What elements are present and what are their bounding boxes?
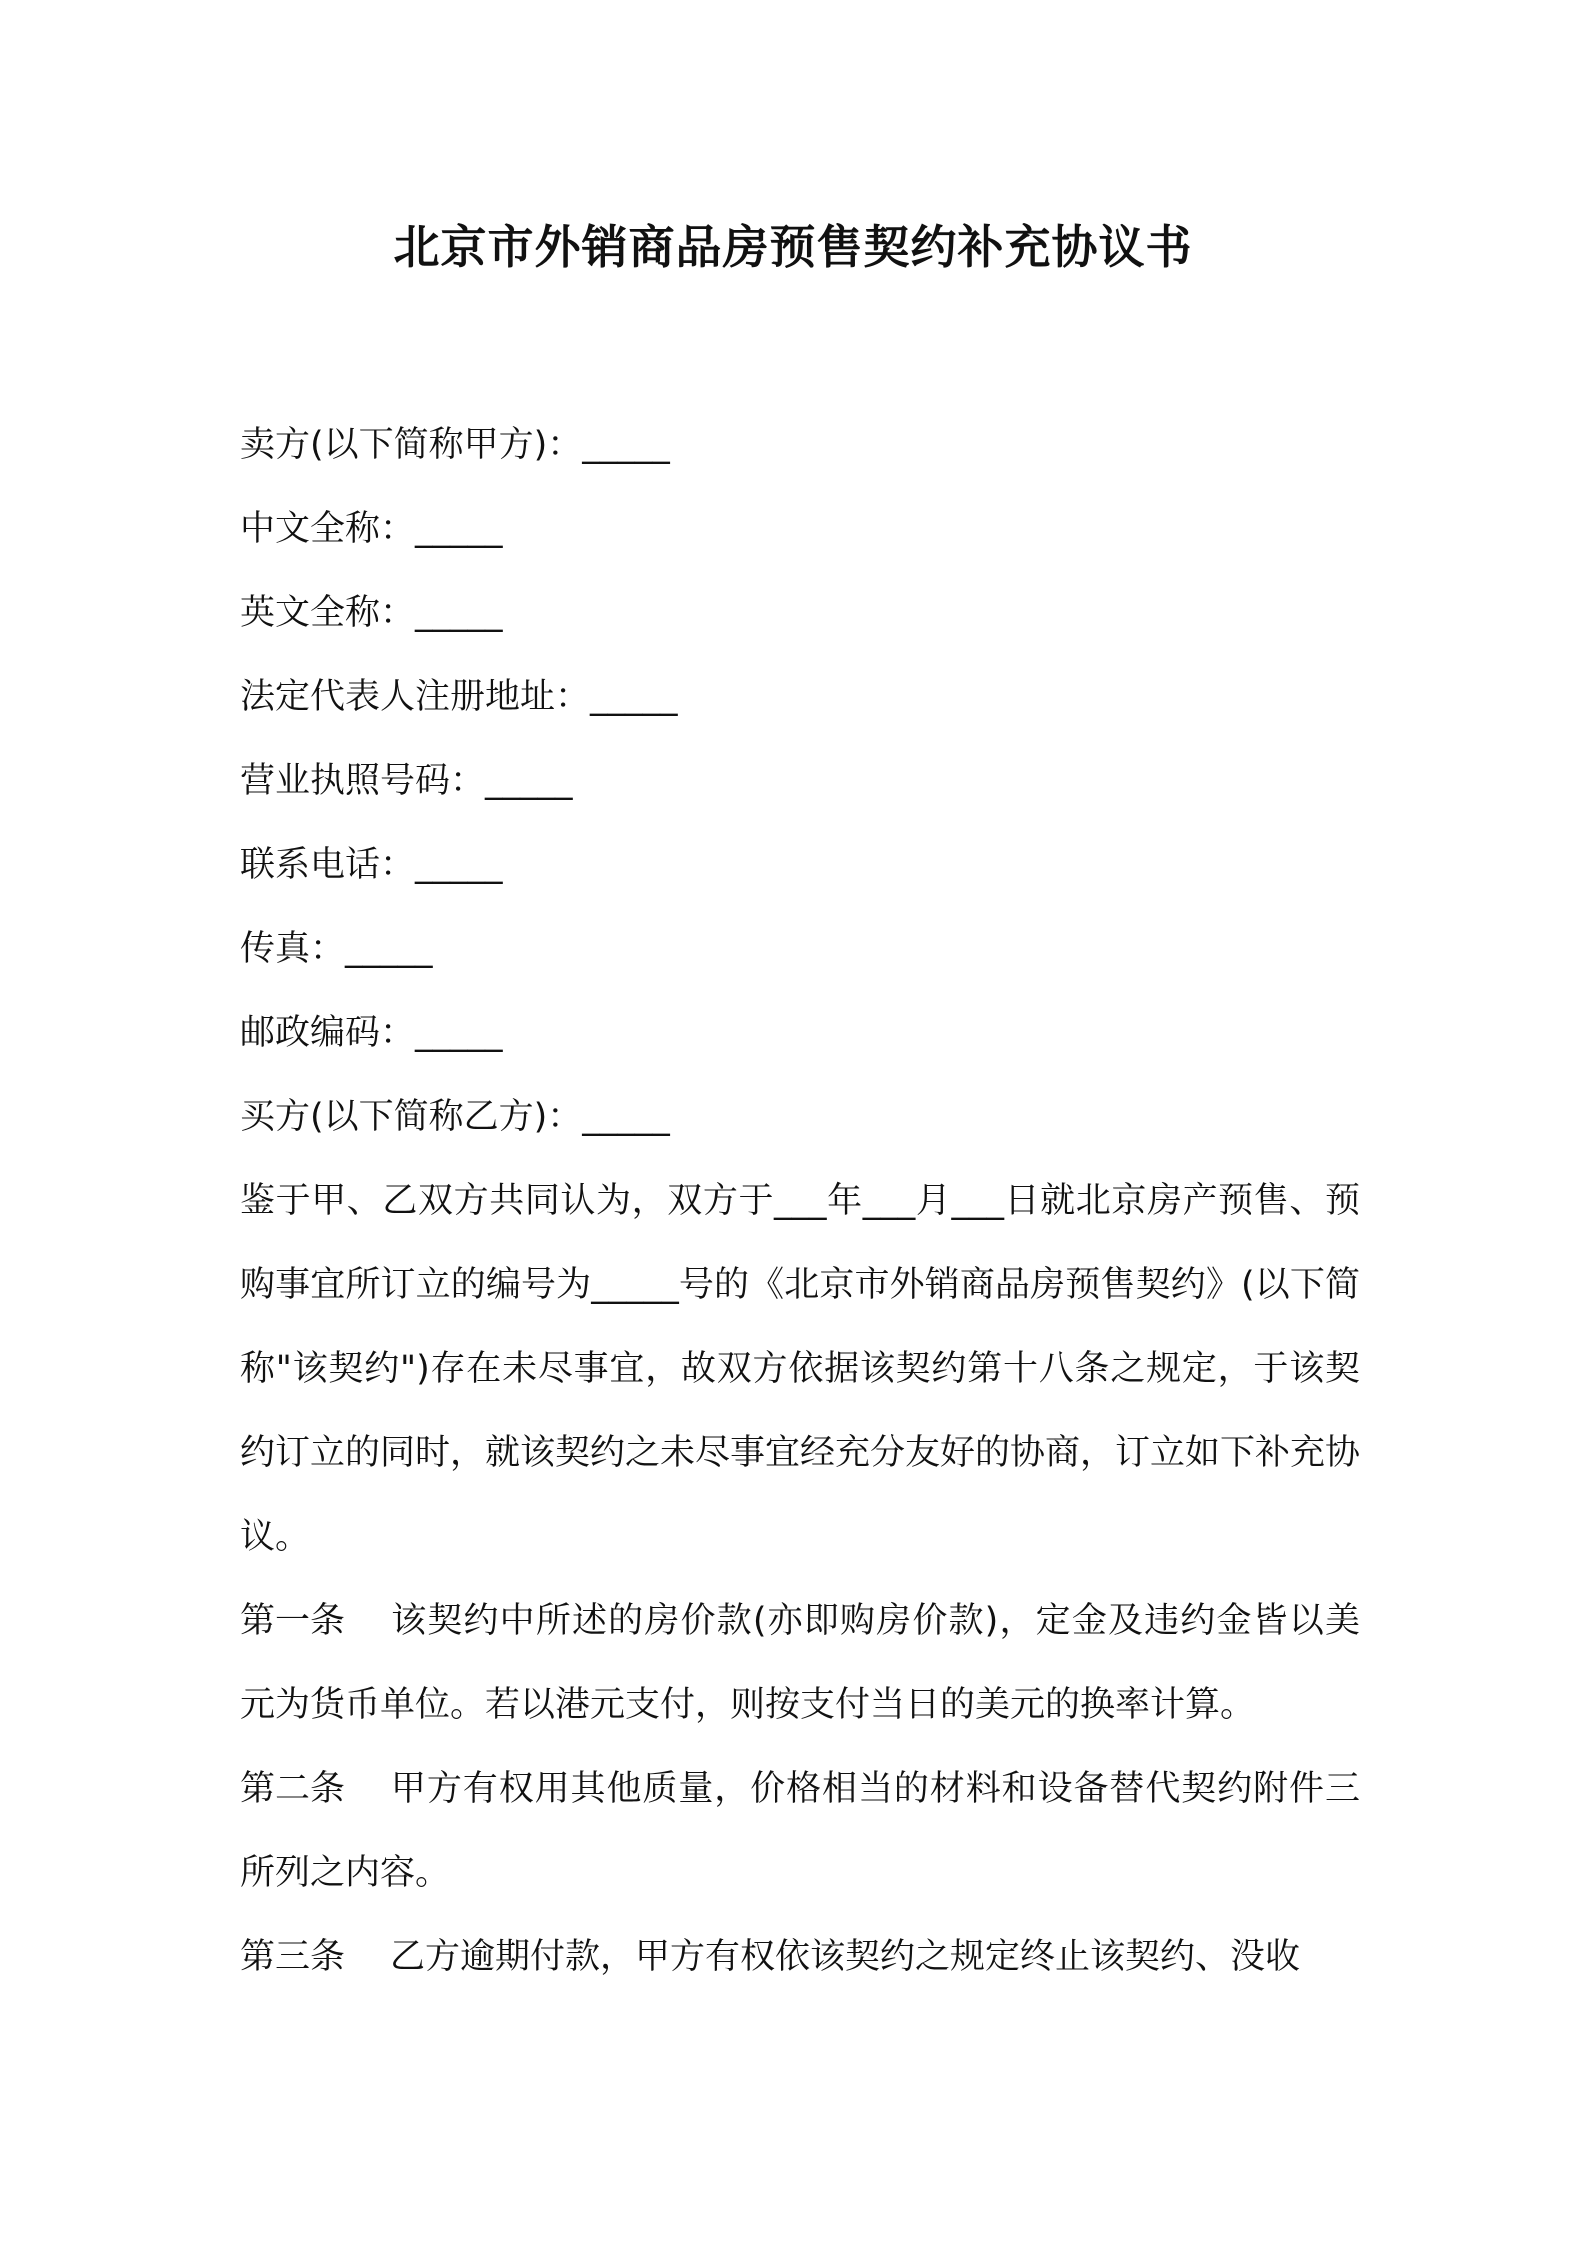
- field-chinese-name: 中文全称：_____: [240, 509, 503, 549]
- document-title: 北京市外销商品房预售契约补充协议书: [393, 220, 1193, 274]
- article-3-text: 乙方逾期付款，甲方有权依该契约之规定终止该契约、没收: [390, 1937, 1301, 1977]
- article-3-number: 第三条: [240, 1937, 346, 1977]
- article-1-text: 该契约中所述的房价款(亦即购房价款)，定金及违约金皆以美元为货币单位。若以港元支付，则按支付当日的美元的换率计算。: [240, 1601, 1360, 1725]
- preamble-paragraph: 鉴于甲、乙双方共同认为，双方于___年___月___日就北京房产预售、预购事宜所订立的编号为_____号的《北京市外销商品房预售契约》(以下简称"该契约")存在未尽事宜，故双方依据该契约第十八条之规定，于该契约订立的同时，就该契约之未尽事宜经充分友好的协商，订立如下补充协议。: [240, 1181, 1361, 1557]
- article-1-number: 第一条: [240, 1601, 346, 1641]
- article-2-text: 甲方有权用其他质量，价格相当的材料和设备替代契约附件三所列之内容。: [240, 1769, 1360, 1893]
- article-2-number: 第二条: [240, 1769, 346, 1809]
- field-phone: 联系电话：_____: [240, 845, 503, 885]
- field-fax: 传真：_____: [240, 929, 433, 969]
- field-business-license: 营业执照号码：_____: [240, 761, 573, 801]
- field-seller: 卖方(以下简称甲方)：_____: [240, 425, 670, 465]
- article-1: [240, 1579, 1360, 1747]
- article-2: [240, 1747, 1360, 1915]
- field-postal-code: 邮政编码：_____: [240, 1013, 503, 1053]
- field-registered-address: 法定代表人注册地址：_____: [240, 677, 678, 717]
- field-buyer: 买方(以下简称乙方)：_____: [240, 1097, 670, 1137]
- field-english-name: 英文全称：_____: [240, 593, 503, 633]
- article-3: [240, 1915, 1360, 1999]
- document-body: [240, 403, 1360, 1999]
